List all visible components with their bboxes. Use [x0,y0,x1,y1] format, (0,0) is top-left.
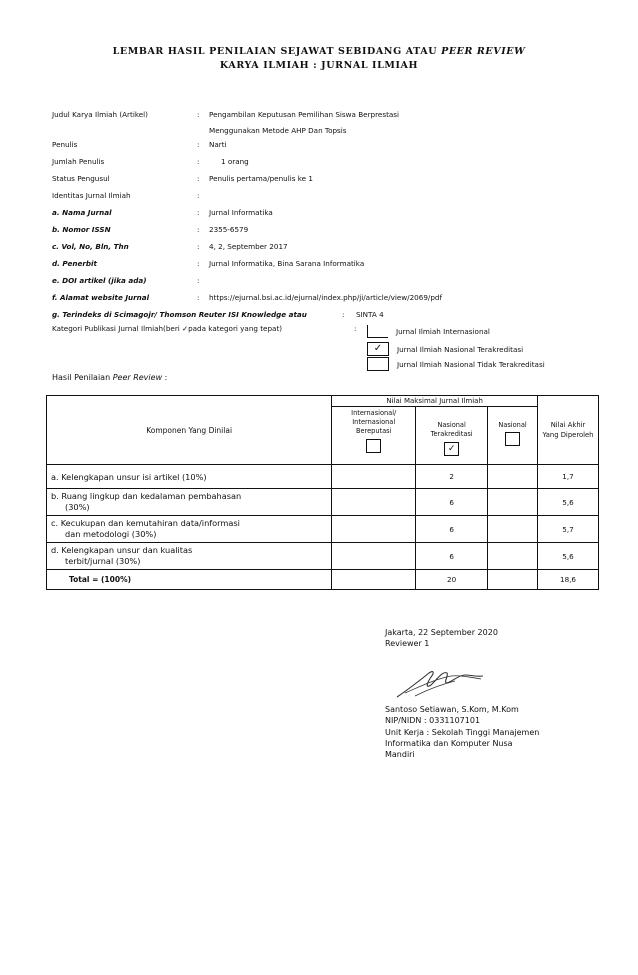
colon: : [197,242,200,251]
nilai-akhir-header: Nilai Akhir Yang Diperoleh [538,396,599,465]
vol-value: 4, 2, September 2017 [209,242,288,251]
terindeks-value: SINTA 4 [356,310,384,319]
kategori-option-label: Jurnal Ilmiah Nasional Tidak Terakreditasi [397,359,545,369]
akhir-cell: 5,7 [538,516,599,543]
colon: : [342,310,345,319]
vol-row [52,242,612,259]
reviewer-identity [385,704,615,760]
penerbit-label: d. Penerbit [52,259,97,268]
nas-akred-cell: 6 [416,489,488,516]
doi-label: e. DOI artikel (jika ada) [52,276,147,285]
col-nas-akred-label: Nasional Terakreditasi [430,421,473,438]
status-label: Status Pengusul [52,174,110,183]
col-nasional-label: Nasional [498,421,527,429]
nas-akred-cell: 6 [416,516,488,543]
komponen-cell [47,543,332,570]
kategori-label: Kategori Publikasi Jurnal Ilmiah(beri ✓pada kategori yang tepat) [52,324,283,333]
nasional-terakreditasi-checkbox-checked[interactable]: ✓ [444,442,459,456]
hasil-italic: Peer Review [112,373,163,382]
kategori-checkbox-checked[interactable]: ✓ [367,342,389,356]
nilai-table [46,395,599,590]
total-row [47,570,599,590]
total-nas-akred-cell: 20 [416,570,488,590]
reviewer-nip: NIP/NIDN : 0331107101 [385,716,481,726]
col-internasional-label: Internasional/ Internasional Bereputasi [351,409,397,435]
jumlah-value: 1 orang [221,157,249,166]
col-internasional [332,407,416,465]
komponen-cell [47,489,332,516]
nasional-checkbox[interactable] [505,432,520,446]
nilai-max-header: Nilai Maksimal Jurnal Ilmiah [332,396,538,407]
identity-section [52,110,612,327]
place-date: Jakarta, 22 September 2020 [385,628,498,637]
issn-row [52,225,612,242]
colon: : [197,140,200,149]
komponen-cell [47,516,332,543]
nama-jurnal-row [52,208,612,225]
komponen-header: Komponen Yang Dinilai [47,396,332,465]
total-nas-cell [488,570,538,590]
reviewer-role: Reviewer 1 [385,639,430,648]
doi-row [52,276,612,293]
colon: : [197,110,200,119]
issn-value: 2355-6579 [209,225,249,234]
nas-cell [488,543,538,570]
jumlah-label: Jumlah Penulis [52,157,105,166]
col-nasional-terakreditasi [416,407,488,465]
colon: : [197,276,200,285]
title-prefix: LEMBAR HASIL PENILAIAN SEJAWAT SEBIDANG ATAU [112,46,438,57]
intl-cell [332,489,416,516]
kategori-option-label: Jurnal Ilmiah Internasional [396,326,490,336]
identitas-row [52,191,612,208]
intl-cell [332,516,416,543]
intl-cell [332,543,416,570]
colon: : [197,208,200,217]
issn-label: b. Nomor ISSN [52,225,111,234]
terindeks-label: g. Terindeks di Scimagojr/ Thomson Reuter ISI Knowledge atau [52,310,307,319]
title-italic: PEER REVIEW [441,46,526,57]
table-row [47,489,599,516]
judul-row [52,110,612,140]
hasil-suffix: : [164,373,168,382]
status-row [52,174,612,191]
nama-jurnal-label: a. Nama Jurnal [52,208,112,217]
colon: : [197,225,200,234]
komponen-label: b. Ruang lingkup dan kedalaman pembahasan [51,491,242,501]
kategori-option-internasional [367,324,490,338]
alamat-label: f. Alamat website Jurnal [52,293,150,302]
status-value: Penulis pertama/penulis ke 1 [209,174,313,183]
colon: : [197,293,200,302]
akhir-cell: 1,7 [538,465,599,489]
judul-value [209,110,612,135]
nas-akred-cell: 6 [416,543,488,570]
colon: : [197,259,200,268]
penulis-row [52,140,612,157]
nas-cell [488,516,538,543]
penerbit-row [52,259,612,276]
kategori-option-nasional-terakreditasi [367,342,523,356]
kategori-checkbox[interactable] [367,357,389,371]
judul-value-line-2: Menggunakan Metode AHP Dan Topsis [209,126,347,135]
komponen-label: c. Kecukupan dan kemutahiran data/informasi [51,518,240,528]
komponen-label: a. Kelengkapan unsur isi artikel (10%) [51,471,207,482]
reviewer-unit-line-1: Unit Kerja : Sekolah Tinggi Manajemen [385,727,540,737]
colon: : [197,174,200,183]
hasil-prefix: Hasil Penilaian [52,373,111,382]
alamat-link[interactable]: https://ejurnal.bsi.ac.id/ejurnal/index.php/ji/article/view/2069/pdf [209,293,442,302]
penulis-value: Narti [209,140,227,149]
jumlah-row [52,157,612,174]
form-title-line-1 [0,46,638,57]
col-nasional [488,407,538,465]
hasil-penilaian-label [52,373,167,382]
signature-block [385,627,498,649]
table-row [47,465,599,489]
komponen-label-2: (30%) [65,502,90,512]
komponen-cell [47,465,332,489]
handwritten-signature [395,663,485,701]
total-label: Total = (100%) [47,570,332,590]
colon: : [197,157,200,166]
table-header-row [47,396,599,407]
nama-jurnal-value: Jurnal Informatika [209,208,273,217]
akhir-cell: 5,6 [538,489,599,516]
nas-cell [488,465,538,489]
total-akhir-cell: 18,6 [538,570,599,590]
colon: : [197,191,200,200]
identitas-label: Identitas Jurnal Ilmiah [52,191,131,200]
colon: : [354,324,357,333]
internasional-checkbox[interactable] [366,439,381,453]
kategori-checkbox[interactable] [367,325,388,338]
komponen-label-2: dan metodologi (30%) [65,529,157,539]
nas-cell [488,489,538,516]
table-row [47,543,599,570]
akhir-cell: 5,6 [538,543,599,570]
kategori-option-label: Jurnal Ilmiah Nasional Terakreditasi [397,344,524,354]
intl-cell [332,465,416,489]
table-row [47,516,599,543]
reviewer-unit-line-2: Informatika dan Komputer Nusa [385,738,513,748]
penerbit-value: Jurnal Informatika, Bina Sarana Informatika [209,259,365,268]
reviewer-name: Santoso Setiawan, S.Kom, M.Kom [385,705,519,714]
nas-akred-cell: 2 [416,465,488,489]
form-title-line-2: KARYA ILMIAH : JURNAL ILMIAH [219,60,419,71]
vol-label: c. Vol, No, Bln, Thn [52,242,129,251]
kategori-option-nasional-tidak-terakreditasi [367,357,545,371]
penulis-label: Penulis [52,140,78,149]
komponen-label: d. Kelengkapan unsur dan kualitas [51,545,193,555]
judul-label: Judul Karya Ilmiah (Artikel) [52,110,148,119]
alamat-row [52,293,612,310]
reviewer-unit-line-3: Mandiri [385,750,415,760]
judul-value-line-1: Pengambilan Keputusan Pemilihan Siswa Berprestasi [209,110,400,119]
komponen-label-2: terbit/jurnal (30%) [65,556,141,566]
total-intl-cell [332,570,416,590]
